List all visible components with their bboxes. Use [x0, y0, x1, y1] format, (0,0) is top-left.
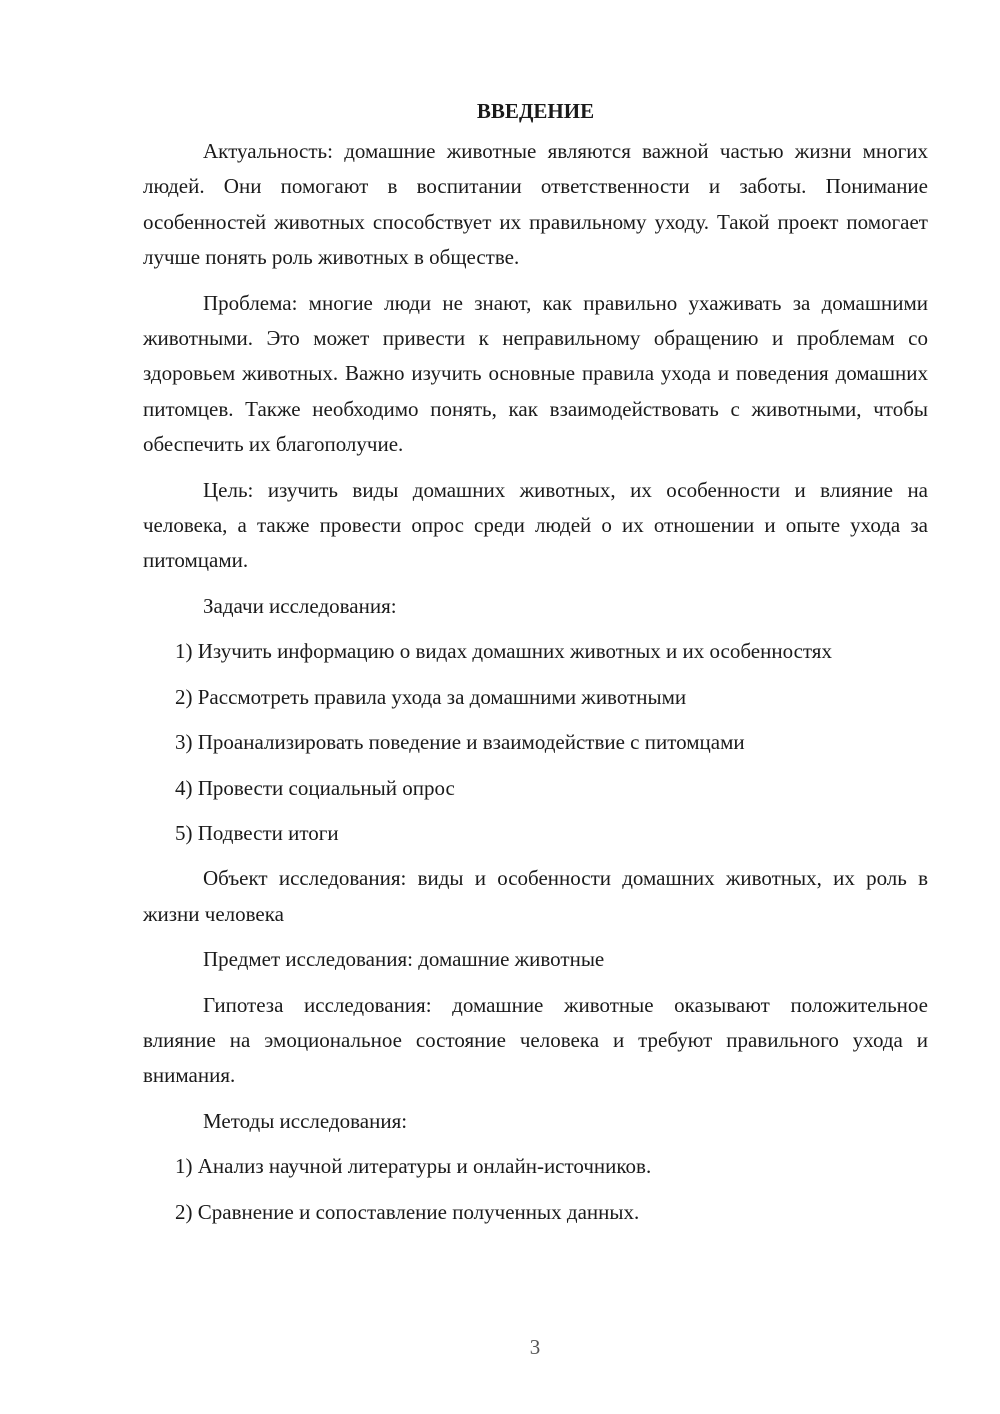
relevance-paragraph: Актуальность: домашние животные являются важной частью жизни многих людей. Они помогают в воспитании ответственности и заботы. Понимание особенностей животных способствует их правильному уходу. Такой проект помогает лучше понять роль животных в обществе.	[143, 139, 928, 270]
tasks-heading: Задачи исследования:	[203, 593, 397, 618]
hypothesis-paragraph: Гипотеза исследования: домашние животные оказывают положительное влияние на эмоциональное состояние человека и требуют правильного ухода и внимания.	[143, 992, 928, 1088]
task-item-4: 4) Провести социальный опрос	[175, 775, 455, 800]
task-item-3: 3) Проанализировать поведение и взаимодействие с питомцами	[175, 730, 745, 755]
method-item-1: 1) Анализ научной литературы и онлайн-источников.	[175, 1154, 652, 1179]
page-content	[143, 96, 928, 1240]
page-title: ВВЕДЕНИЕ	[476, 99, 595, 123]
method-item-2: 2) Сравнение и сопоставление полученных данных.	[175, 1199, 640, 1224]
methods-heading: Методы исследования:	[203, 1108, 408, 1133]
problem-paragraph: Проблема: многие люди не знают, как правильно ухаживать за домашними животными. Это может привести к неправильному обращению и проблемам со здоровьем животных. Важно изучить основные правила ухода и поведения домашних питомцев. Также необходимо понять, как взаимодействовать с животными, чтобы обеспечить их благополучие.	[143, 290, 928, 457]
task-item-5: 5) Подвести итоги	[175, 820, 339, 845]
task-item-1: 1) Изучить информацию о видах домашних животных и их особенностях	[175, 639, 832, 664]
object-paragraph: Объект исследования: виды и особенности домашних животных, их роль в жизни человека	[143, 866, 928, 926]
goal-paragraph: Цель: изучить виды домашних животных, их особенности и влияние на человека, а также провести опрос среди людей о их отношении и опыте ухода за питомцами.	[143, 477, 928, 573]
task-item-2: 2) Рассмотреть правила ухода за домашними животными	[175, 684, 687, 709]
page-number: 3	[529, 1335, 541, 1359]
subject-paragraph: Предмет исследования: домашние животные	[203, 947, 605, 972]
